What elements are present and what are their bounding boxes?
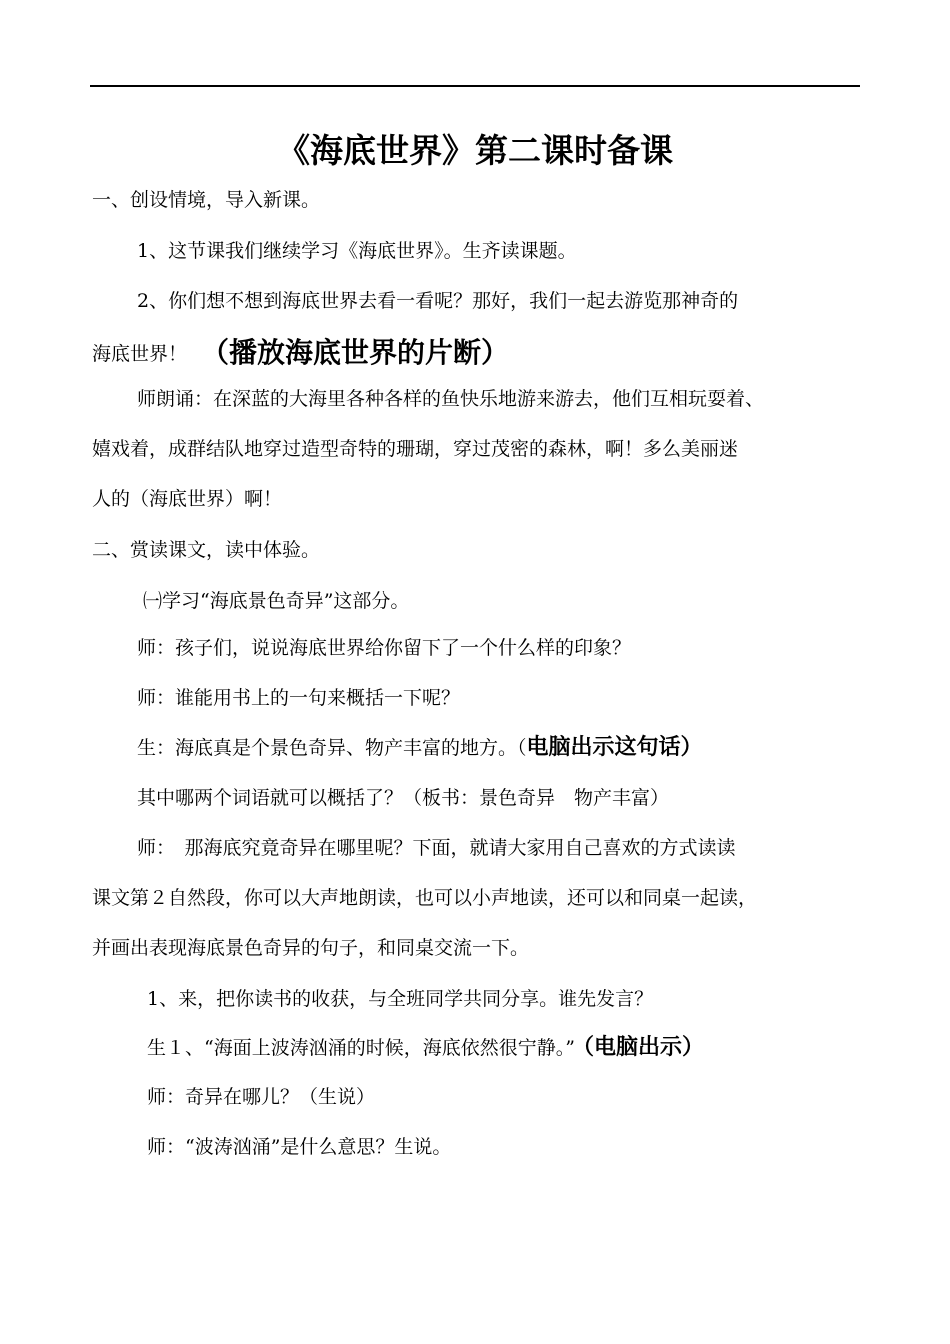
paragraph: 师：“波涛汹涌”是什么意思？生说。 <box>147 1136 452 1158</box>
section-heading-2: 二、赏读课文，读中体验。 <box>92 539 321 561</box>
paragraph: 并画出表现海底景色奇异的句子，和同桌交流一下。 <box>92 937 530 959</box>
paragraph: 1、来，把你读书的收获，与全班同学共同分享。谁先发言？ <box>147 988 654 1010</box>
paragraph: 1、这节课我们继续学习《海底世界》。生齐读课题。 <box>137 240 577 262</box>
paragraph-line <box>137 733 927 763</box>
paragraph: 师： 那海底究竟奇异在哪里呢？下面，就请大家用自己喜欢的方式读读 <box>137 837 736 859</box>
paragraph-line <box>92 338 882 369</box>
paragraph: 课文第２自然段，你可以大声地朗读，也可以小声地读，还可以和同桌一起读， <box>92 887 758 909</box>
section-heading-1: 一、创设情境，导入新课。 <box>92 189 321 211</box>
paragraph: 2、你们想不想到海底世界去看一看呢？那好，我们一起去游览那神奇的 <box>137 290 739 312</box>
paragraph: 人的（海底世界）啊！ <box>92 488 283 510</box>
paragraph-text: 海底世界！ <box>92 343 188 365</box>
paragraph: 嬉戏着，成群结队地穿过造型奇特的珊瑚，穿过茂密的森林，啊！多么美丽迷 <box>92 438 739 460</box>
paragraph-line <box>147 1033 937 1063</box>
screen-cue: 电脑出示这句话） <box>526 735 703 760</box>
paragraph: 师朗诵：在深蓝的大海里各种各样的鱼快乐地游来游去，他们互相玩耍着、 <box>137 388 765 410</box>
paragraph: 师：孩子们，说说海底世界给你留下了一个什么样的印象？ <box>137 637 632 659</box>
subsection-heading: ㈠学习“海底景色奇异”这部分。 <box>143 590 410 612</box>
paragraph: 其中哪两个词语就可以概括了？（板书：景色奇异 物产丰富） <box>137 787 670 809</box>
page-title: 《海底世界》第二课时备课 <box>277 131 673 170</box>
screen-cue: （电脑出示） <box>582 1035 704 1060</box>
paragraph-text: 生：海底真是个景色奇异、物产丰富的地方。（ <box>137 737 527 759</box>
paragraph: 师：谁能用书上的一句来概括一下呢？ <box>137 687 461 709</box>
paragraph-text: 生１、“海面上波涛汹涌的时候，海底依然很宁静。” <box>147 1037 575 1059</box>
stage-direction: （播放海底世界的片断） <box>201 336 510 369</box>
header-rule <box>90 85 860 87</box>
paragraph: 师：奇异在哪儿？（生说） <box>147 1086 376 1108</box>
